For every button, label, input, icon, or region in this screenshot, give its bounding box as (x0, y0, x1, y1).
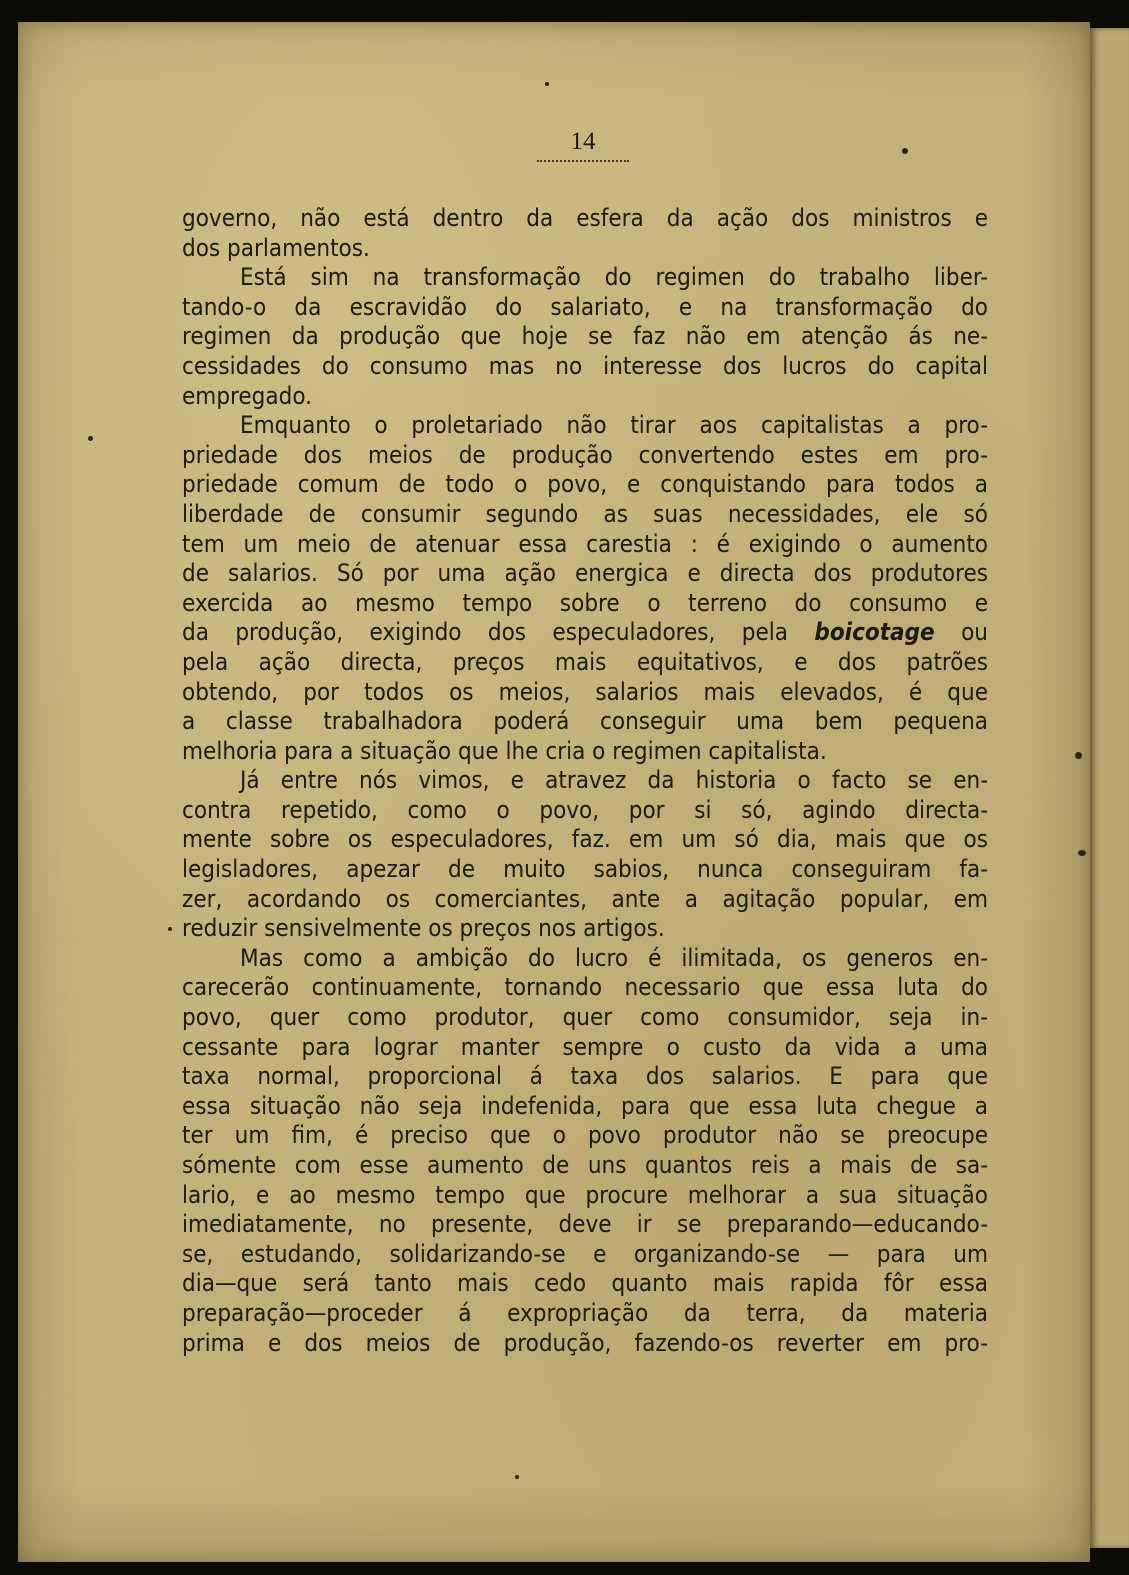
text-line: povo, quer como produtor, quer como consumidor, seja in- (182, 1003, 988, 1032)
text-line: preparação—proceder á expropriação da terra, da materia (182, 1298, 988, 1327)
text-line: mente sobre os especuladores, faz. em um só dia, mais que os (182, 825, 988, 854)
text-line: da produção, exigindo dos especuladores, pela boicotage ou (182, 618, 988, 647)
text-line: ter um fim, é preciso que o povo produtor não se preocupe (182, 1121, 988, 1150)
text-line: exercida ao mesmo tempo sobre o terreno do consumo e (182, 588, 988, 617)
paper-speck (545, 82, 549, 86)
paper-speck (515, 1475, 519, 1479)
body-text (182, 204, 988, 1358)
text-line: imediatamente, no presente, deve ir se preparando—educando- (182, 1210, 988, 1239)
text-line: prima e dos meios de produção, fazendo-os reverter em pro- (182, 1328, 988, 1357)
text-line: melhoria para a situação que lhe cria o regimen capitalista. (182, 736, 827, 765)
text-line: de salarios. Só por uma ação energica e directa dos produtores (182, 559, 988, 588)
text-line: se, estudando, solidarizando-se e organizando-se — para um (182, 1239, 988, 1268)
page-number: 14 (537, 128, 629, 162)
text-line: Emquanto o proletariado não tirar aos capitalistas a pro- (240, 411, 988, 440)
text-line: essa situação não seja indefenida, para que essa luta chegue a (182, 1091, 988, 1120)
text-line: Está sim na transformação do regimen do trabalho liber- (240, 263, 988, 292)
adjacent-page-edge (1090, 28, 1129, 1548)
text-line: cessante para lograr manter sempre o custo da vida a uma (182, 1032, 988, 1061)
text-line: taxa normal, proporcional á taxa dos salarios. E para que (182, 1062, 988, 1091)
text-line: dos parlamentos. (182, 233, 370, 262)
text-line: Mas como a ambição do lucro é ilimitada, os generos en- (240, 943, 988, 972)
paper-speck (168, 927, 172, 931)
text-line: priedade dos meios de produção convertendo estes em pro- (182, 440, 988, 469)
text-line: legisladores, apezar de muito sabios, nunca conseguiram fa- (182, 855, 988, 884)
text-line: reduzir sensivelmente os preços nos artigos. (182, 914, 665, 943)
text-line: contra repetido, como o povo, por si só, agindo directa- (182, 795, 988, 824)
paper-speck (1078, 850, 1086, 856)
text-line: pela ação directa, preços mais equitativos, e dos patrões (182, 647, 988, 676)
text-line: Já entre nós vimos, e atravez da historia o facto se en- (240, 766, 988, 795)
text-line: a classe trabalhadora poderá conseguir uma bem pequena (182, 707, 988, 736)
text-line: tem um meio de atenuar essa carestia : é exigindo o aumento (182, 529, 988, 558)
text-line: priedade comum de todo o povo, e conquistando para todos a (182, 470, 988, 499)
paper-speck (88, 436, 93, 441)
text-line: carecerão continuamente, tornando necessario que essa luta do (182, 973, 988, 1002)
text-line: governo, não está dentro da esfera da ação dos ministros e (182, 204, 988, 232)
text-line: sómente com esse aumento de uns quantos reis a mais de sa- (182, 1151, 988, 1179)
emphasized-word: boicotage (814, 618, 935, 647)
text-line: empregado. (182, 381, 312, 410)
text-line: cessidades do consumo mas no interesse dos lucros do capital (182, 351, 988, 380)
text-line: lario, e ao mesmo tempo que procure melhorar a sua situação (182, 1180, 988, 1209)
paper-speck (1075, 752, 1082, 759)
text-line: regimen da produção que hoje se faz não em atenção ás ne- (182, 322, 988, 351)
text-line: obtendo, por todos os meios, salarios mais elevados, é que (182, 677, 988, 706)
paper-speck (902, 148, 908, 154)
text-line: tando-o da escravidão do salariato, e na transformação do (182, 292, 988, 321)
text-line: zer, acordando os comerciantes, ante a agitação popular, em (182, 884, 988, 913)
text-line: liberdade de consumir segundo as suas necessidades, ele só (182, 499, 988, 528)
text-line: dia—que será tanto mais cedo quanto mais rapida fôr essa (182, 1269, 988, 1298)
